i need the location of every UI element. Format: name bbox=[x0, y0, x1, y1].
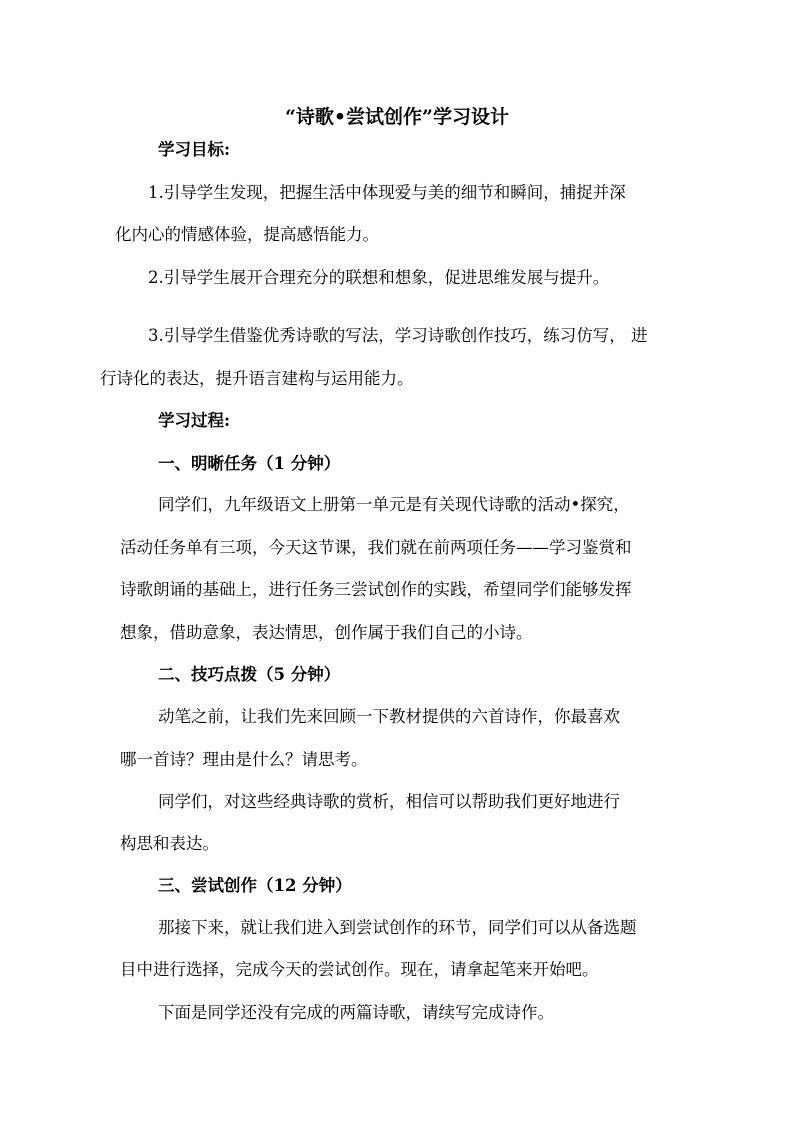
document-title: “诗歌•尝试创作”学习设计 bbox=[284, 106, 509, 128]
section-2-line-3: 同学们，对这些经典诗歌的赏析，相信可以帮助我们更好地进行 bbox=[158, 792, 620, 811]
section-1-line-2: 活动任务单有三项，今天这节课，我们就在前两项任务——学习鉴赏和 bbox=[120, 538, 632, 557]
goals-heading: 学习目标: bbox=[158, 140, 231, 159]
goal-1-line-1: 1.引导学生发现，把握生活中体现爱与美的细节和瞬间，捕捉并深 bbox=[148, 183, 626, 202]
section-2-heading: 二、技巧点拨（5 分钟） bbox=[158, 665, 341, 684]
section-1-heading: 一、明晰任务（1 分钟） bbox=[158, 454, 341, 473]
section-1-line-3: 诗歌朗诵的基础上，进行任务三尝试创作的实践，希望同学们能够发挥 bbox=[120, 580, 632, 599]
goal-1-line-2: 化内心的情感体验，提高感悟能力。 bbox=[115, 225, 379, 244]
section-3-line-3: 下面是同学还没有完成的两篇诗歌，请续写完成诗作。 bbox=[158, 1003, 554, 1022]
section-2-line-1: 动笔之前，让我们先来回顾一下教材提供的六首诗作，你最喜欢 bbox=[158, 707, 620, 726]
section-3-line-2: 目中进行选择，完成今天的尝试创作。现在，请拿起笔来开始吧。 bbox=[120, 960, 599, 979]
section-1-line-1: 同学们，九年级语文上册第一单元是有关现代诗歌的活动•探究， bbox=[158, 495, 630, 514]
section-2-line-2: 哪一首诗？理由是什么？请思考。 bbox=[120, 750, 368, 769]
section-3-heading: 三、尝试创作（12 分钟） bbox=[158, 876, 352, 895]
goal-2: 2.引导学生展开合理充分的联想和想象，促进思维发展与提升。 bbox=[148, 268, 610, 287]
section-3-line-1: 那接下来，就让我们进入到尝试创作的环节，同学们可以从备选题 bbox=[158, 918, 637, 937]
process-heading: 学习过程: bbox=[158, 411, 231, 430]
goal-3-line-1: 3.引导学生借鉴优秀诗歌的写法，学习诗歌创作技巧，练习仿写， 进 bbox=[148, 326, 648, 345]
section-1-line-4: 想象，借助意象，表达情思，创作属于我们自己的小诗。 bbox=[120, 623, 533, 642]
goal-3-line-2: 行诗化的表达，提升语言建构与运用能力。 bbox=[100, 369, 414, 388]
section-2-line-4: 构思和表达。 bbox=[120, 834, 219, 853]
